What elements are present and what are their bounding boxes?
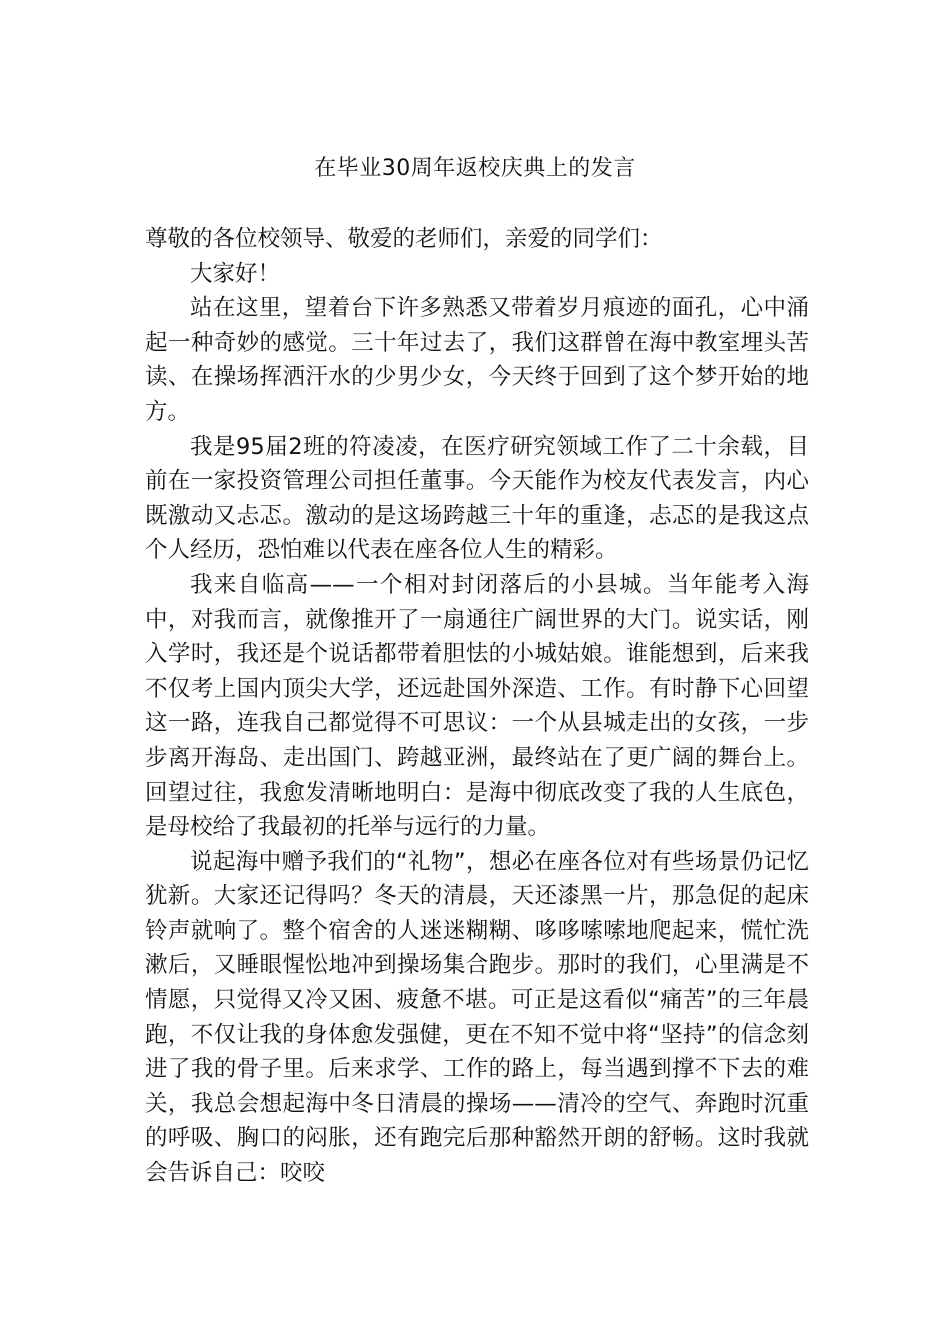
document-body	[145, 222, 809, 1191]
paragraph-background: 我来自临高——一个相对封闭落后的小县城。当年能考入海中，对我而言，就像推开了一扇通往广阔世界的大门。说实话，刚入学时，我还是个说话都带着胆怯的小城姑娘。谁能想到，后来我不仅考上国内顶尖大学，还远赴国外深造、工作。有时静下心回望这一路，连我自己都觉得不可思议：一个从县城走出的女孩，一步步离开海岛、走出国门、跨越亚洲，最终站在了更广阔的舞台上。回望过往，我愈发清晰地明白：是海中彻底改变了我的人生底色，是母校给了我最初的托举与远行的力量。	[145, 571, 809, 841]
salutation: 尊敬的各位校领导、敬爱的老师们，亲爱的同学们：	[145, 226, 663, 252]
paragraph-opening: 站在这里，望着台下许多熟悉又带着岁月痕迹的面孔，心中涌起一种奇妙的感觉。三十年过去了，我们这群曾在海中教室埋头苦读、在操场挥洒汗水的少男少女，今天终于回到了这个梦开始的地方。	[145, 295, 809, 425]
paragraph-memories: 说起海中赠予我们的“礼物”，想必在座各位对有些场景仍记忆犹新。大家还记得吗？冬天的清晨，天还漆黑一片，那急促的起床铃声就响了。整个宿舍的人迷迷糊糊、哆哆嗦嗦地爬起来，慌忙洗漱后，又睡眼惺忪地冲到操场集合跑步。那时的我们，心里满是不情愿，只觉得又冷又困、疲惫不堪。可正是这看似“痛苦”的三年晨跑，不仅让我的身体愈发强健，更在不知不觉中将“坚持”的信念刻进了我的骨子里。后来求学、工作的路上，每当遇到撑不下去的难关，我总会想起海中冬日清晨的操场——清冷的空气、奔跑时沉重的呼吸、胸口的闷胀，还有跑完后那种豁然开朗的舒畅。这时我就会告诉自己：咬咬	[145, 848, 809, 1187]
paragraph-introduction: 我是95届2班的符凌凌，在医疗研究领域工作了二十余载，目前在一家投资管理公司担任董事。今天能作为校友代表发言，内心既激动又忐忑。激动的是这场跨越三十年的重逢，忐忑的是我这点个人经历，恐怕难以代表在座各位人生的精彩。	[145, 433, 809, 564]
document-title: 在毕业30周年返校庆典上的发言	[314, 156, 636, 181]
paragraph-greeting: 大家好！	[190, 260, 281, 287]
